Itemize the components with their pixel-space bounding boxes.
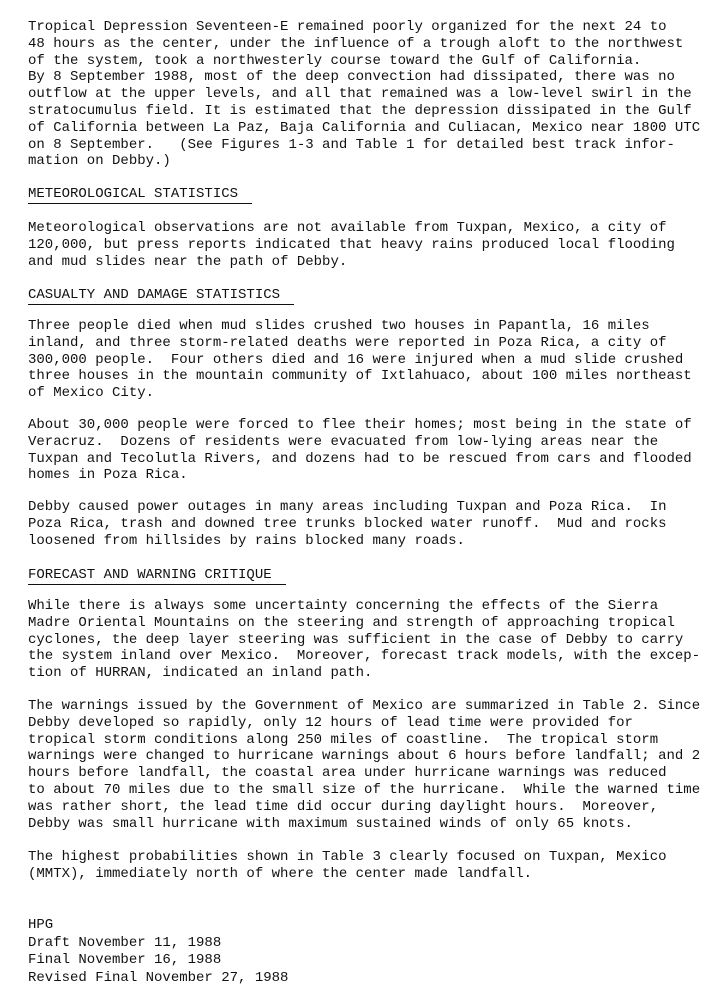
text-line: Madre Oriental Mountains on the steering and strength of approaching tropical	[28, 614, 675, 631]
text-line: Final November 16, 1988	[28, 952, 222, 969]
heading-forecast-critique: FORECAST AND WARNING CRITIQUE	[28, 567, 286, 585]
text-line: 300,000 people. Four others died and 16 were injured when a mud slide crushed	[28, 351, 684, 368]
text-line: Tropical Depression Seventeen-E remained poorly organized for the next 24 to	[28, 19, 667, 35]
text-line: warnings were changed to hurricane warnings about 6 hours before landfall; and 2	[28, 748, 701, 765]
text-line: outflow at the upper levels, and all that remained was a low-level swirl in the	[28, 86, 692, 103]
text-line: hours before landfall, the coastal area under hurricane warnings was reduced	[28, 765, 667, 782]
text-line: Draft November 11, 1988	[28, 934, 222, 951]
paragraph-meteorological	[28, 220, 675, 270]
text-line: Meteorological observations are not available from Tuxpan, Mexico, a city of	[28, 220, 667, 236]
text-line: loosened from hillsides by rains blocked many roads.	[28, 532, 465, 549]
text-line: HPG	[28, 917, 54, 933]
paragraph-warnings	[28, 698, 700, 832]
text-line: About 30,000 people were forced to flee their homes; most being in the state of	[28, 417, 692, 433]
text-line: homes in Poza Rica.	[28, 467, 188, 484]
text-line: Revised Final November 27, 1988	[28, 969, 289, 986]
heading-meteorological-statistics: METEOROLOGICAL STATISTICS	[28, 186, 252, 204]
text-line: inland, and three storm-related deaths were reported in Poza Rica, a city of	[28, 334, 667, 351]
text-line: The warnings issued by the Government of Mexico are summarized in Table 2. Since	[28, 698, 701, 714]
text-line: Debby developed so rapidly, only 12 hours of lead time were provided for	[28, 714, 633, 731]
text-line: three houses in the mountain community of Ixtlahuaco, about 100 miles northeast	[28, 368, 692, 385]
text-line: tion of HURRAN, indicated an inland path.	[28, 665, 373, 682]
text-line: Tuxpan and Tecolutla Rivers, and dozens had to be rescued from cars and flooded	[28, 450, 692, 467]
text-line: of the system, took a northwesterly course toward the Gulf of California.	[28, 52, 642, 69]
heading-casualty-damage: CASUALTY AND DAMAGE STATISTICS	[28, 287, 294, 305]
text-line: Debby caused power outages in many areas including Tuxpan and Poza Rica. In	[28, 499, 667, 515]
text-line: of Mexico City.	[28, 385, 155, 402]
paragraph-damage	[28, 499, 667, 549]
text-line: mation on Debby.)	[28, 153, 171, 170]
text-line: cyclones, the deep layer steering was sufficient in the case of Debby to carry	[28, 631, 684, 648]
text-line: was rather short, the lead time did occur during daylight hours. Moreover,	[28, 798, 659, 815]
text-line: By 8 September 1988, most of the deep convection had dissipated, there was no	[28, 69, 675, 86]
text-line: Poza Rica, trash and downed tree trunks blocked water runoff. Mud and rocks	[28, 515, 667, 532]
text-line: the system inland over Mexico. Moreover, forecast track models, with the excep-	[28, 648, 701, 665]
paragraph-dissipation	[28, 19, 700, 170]
text-line: stratocumulus field. It is estimated that the depression dissipated in the Gulf	[28, 102, 692, 119]
text-line: to about 70 miles due to the small size of the hurricane. While the warned time	[28, 781, 701, 798]
text-line: of California between La Paz, Baja California and Culiacan, Mexico near 1800 UTC	[28, 119, 701, 136]
text-line: While there is always some uncertainty concerning the effects of the Sierra	[28, 598, 659, 614]
paragraph-forecast	[28, 598, 700, 682]
text-line: 48 hours as the center, under the influence of a trough aloft to the northwest	[28, 35, 684, 52]
text-line: 120,000, but press reports indicated that heavy rains produced local flooding	[28, 236, 675, 253]
text-line: Debby was small hurricane with maximum sustained winds of only 65 knots.	[28, 815, 633, 832]
signature-block	[28, 917, 288, 987]
text-line: tropical storm conditions along 250 miles of coastline. The tropical storm	[28, 731, 659, 748]
text-line: Veracruz. Dozens of residents were evacuated from low-lying areas near the	[28, 433, 659, 450]
text-line: (MMTX), immediately north of where the center made landfall.	[28, 865, 533, 882]
text-line: and mud slides near the path of Debby.	[28, 253, 348, 270]
text-line: Three people died when mud slides crushed two houses in Papantla, 16 miles	[28, 318, 650, 334]
paragraph-casualties	[28, 318, 692, 402]
text-line: The highest probabilities shown in Table 3 clearly focused on Tuxpan, Mexico	[28, 849, 667, 865]
paragraph-evacuations	[28, 417, 692, 484]
paragraph-probabilities	[28, 849, 667, 883]
text-line: on 8 September. (See Figures 1-3 and Table 1 for detailed best track infor-	[28, 136, 675, 153]
